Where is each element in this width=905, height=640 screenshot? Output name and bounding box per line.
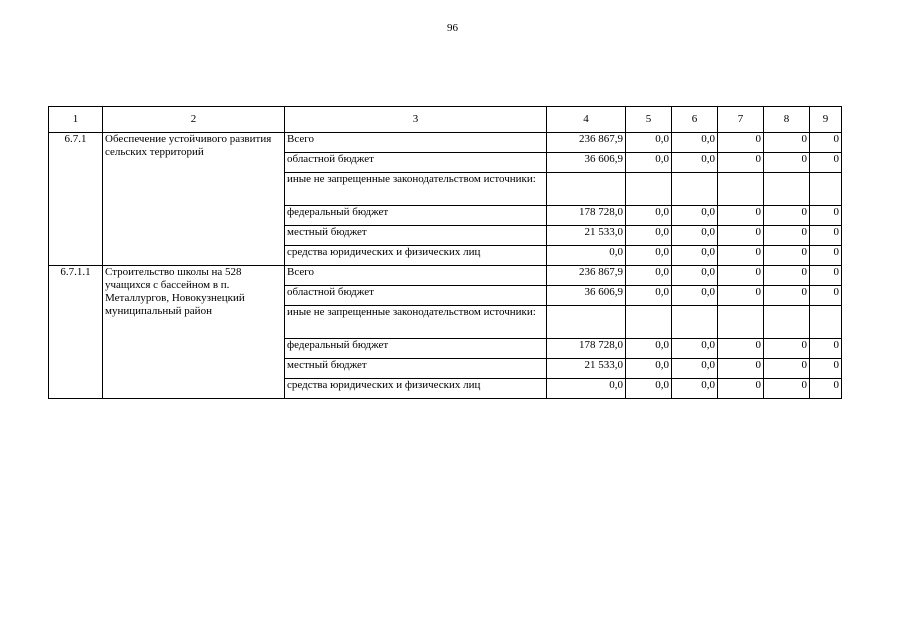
value-cell: 0: [718, 246, 764, 266]
value-cell: 0: [718, 153, 764, 173]
value-cell: 0,0: [626, 206, 672, 226]
value-cell: 0: [764, 153, 810, 173]
value-cell: 0: [718, 379, 764, 399]
value-cell: [810, 306, 842, 339]
value-cell: 0: [718, 133, 764, 153]
value-cell: 0: [718, 286, 764, 306]
value-cell: 0,0: [672, 339, 718, 359]
funding-source: федеральный бюджет: [285, 339, 547, 359]
value-cell: 0: [810, 206, 842, 226]
value-cell: 0: [764, 226, 810, 246]
funding-source: средства юридических и физических лиц: [285, 379, 547, 399]
value-cell: 0,0: [626, 359, 672, 379]
funding-source: местный бюджет: [285, 359, 547, 379]
value-cell: 0,0: [672, 133, 718, 153]
value-cell: 21 533,0: [547, 226, 626, 246]
value-cell: 0: [764, 266, 810, 286]
value-cell: 0,0: [672, 226, 718, 246]
row-name: Обеспечение устойчивого развития сельских территорий: [103, 133, 285, 266]
value-cell: 21 533,0: [547, 359, 626, 379]
col-header-1: 1: [49, 107, 103, 133]
value-cell: 0,0: [626, 339, 672, 359]
col-header-2: 2: [103, 107, 285, 133]
value-cell: 0: [718, 266, 764, 286]
value-cell: 36 606,9: [547, 153, 626, 173]
value-cell: 36 606,9: [547, 286, 626, 306]
value-cell: 0: [810, 153, 842, 173]
value-cell: 0: [764, 359, 810, 379]
value-cell: 0: [810, 286, 842, 306]
value-cell: [626, 173, 672, 206]
col-header-8: 8: [764, 107, 810, 133]
value-cell: 0,0: [626, 246, 672, 266]
value-cell: 0,0: [626, 286, 672, 306]
value-cell: 0,0: [672, 153, 718, 173]
funding-source: средства юридических и физических лиц: [285, 246, 547, 266]
funding-source: федеральный бюджет: [285, 206, 547, 226]
value-cell: 0: [764, 133, 810, 153]
value-cell: [810, 173, 842, 206]
value-cell: 0,0: [672, 286, 718, 306]
value-cell: 0: [764, 206, 810, 226]
value-cell: [547, 173, 626, 206]
col-header-9: 9: [810, 107, 842, 133]
value-cell: 0,0: [672, 379, 718, 399]
value-cell: 178 728,0: [547, 339, 626, 359]
value-cell: 178 728,0: [547, 206, 626, 226]
value-cell: 0,0: [626, 153, 672, 173]
value-cell: [672, 173, 718, 206]
value-cell: 0: [810, 246, 842, 266]
value-cell: 0: [810, 133, 842, 153]
col-header-5: 5: [626, 107, 672, 133]
col-header-3: 3: [285, 107, 547, 133]
col-header-6: 6: [672, 107, 718, 133]
value-cell: 0: [764, 246, 810, 266]
value-cell: 236 867,9: [547, 266, 626, 286]
value-cell: 0: [810, 226, 842, 246]
value-cell: 0: [810, 379, 842, 399]
page-number: 96: [447, 22, 458, 34]
header-row: [49, 107, 842, 133]
value-cell: 0,0: [672, 206, 718, 226]
value-cell: 0: [810, 359, 842, 379]
value-cell: 0: [764, 379, 810, 399]
value-cell: 0,0: [547, 246, 626, 266]
value-cell: [547, 306, 626, 339]
funding-source: иные не запрещенные законодательством источники:: [285, 173, 547, 206]
row-code: 6.7.1: [49, 133, 103, 266]
col-header-7: 7: [718, 107, 764, 133]
value-cell: 0: [810, 339, 842, 359]
funding-source: областной бюджет: [285, 286, 547, 306]
value-cell: 0,0: [547, 379, 626, 399]
value-cell: 0,0: [626, 133, 672, 153]
funding-source: иные не запрещенные законодательством источники:: [285, 306, 547, 339]
value-cell: [764, 306, 810, 339]
funding-source: областной бюджет: [285, 153, 547, 173]
col-header-4: 4: [547, 107, 626, 133]
value-cell: 0: [764, 339, 810, 359]
value-cell: 0,0: [626, 226, 672, 246]
value-cell: 0,0: [672, 246, 718, 266]
value-cell: 0,0: [626, 379, 672, 399]
table-row: [49, 266, 842, 286]
funding-source: Всего: [285, 266, 547, 286]
value-cell: [764, 173, 810, 206]
value-cell: 0,0: [626, 266, 672, 286]
value-cell: [718, 173, 764, 206]
value-cell: [672, 306, 718, 339]
funding-source: Всего: [285, 133, 547, 153]
budget-table: [48, 106, 842, 399]
value-cell: 0: [718, 226, 764, 246]
table-row: [49, 133, 842, 153]
value-cell: 0,0: [672, 266, 718, 286]
funding-source: местный бюджет: [285, 226, 547, 246]
value-cell: 0,0: [672, 359, 718, 379]
value-cell: 0: [718, 206, 764, 226]
value-cell: [626, 306, 672, 339]
value-cell: 0: [718, 359, 764, 379]
value-cell: 236 867,9: [547, 133, 626, 153]
value-cell: 0: [810, 266, 842, 286]
value-cell: 0: [718, 339, 764, 359]
row-name: Строительство школы на 528 учащихся с бассейном в п. Металлургов, Новокузнецкий муниципальный район: [103, 266, 285, 399]
value-cell: 0: [764, 286, 810, 306]
value-cell: [718, 306, 764, 339]
row-code: 6.7.1.1: [49, 266, 103, 399]
